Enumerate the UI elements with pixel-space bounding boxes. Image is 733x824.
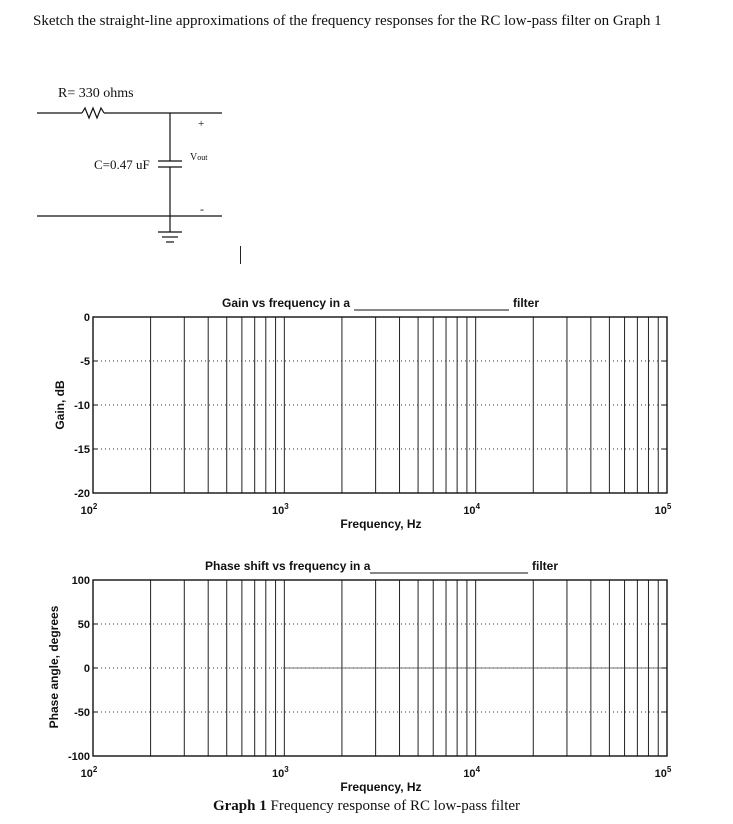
gain-plot-frame	[93, 317, 667, 493]
phase-chart-title-prefix: Phase shift vs frequency in a	[205, 559, 371, 573]
gain-ytick-label: -20	[74, 488, 90, 500]
resistor-label: R= 330 ohms	[58, 86, 134, 101]
gain-xtick-base: 10	[654, 505, 667, 517]
phase-xtick-label	[272, 765, 289, 780]
vout-plus: +	[198, 118, 205, 130]
phase-xtick-exp: 5	[666, 765, 672, 774]
capacitor-label: C=0.47 uF	[94, 157, 150, 172]
phase-xtick-exp: 4	[475, 765, 481, 774]
phase-xtick-exp: 3	[284, 765, 289, 774]
phase-chart-xlabel: Frequency, Hz	[340, 780, 422, 794]
phase-xtick-base: 10	[80, 768, 93, 780]
phase-xtick-label	[463, 765, 480, 780]
gain-xtick-base: 10	[463, 505, 476, 517]
gain-xtick-base: 10	[271, 505, 285, 517]
phase-chart-ylabel: Phase angle, degrees	[47, 605, 61, 729]
caption-text: Frequency response of RC low-pass filter	[266, 798, 521, 814]
phase-ytick-label: 100	[71, 575, 90, 587]
phase-chart	[47, 559, 672, 794]
phase-xtick-label	[81, 765, 98, 780]
phase-chart-title-suffix: filter	[532, 559, 559, 573]
gain-ytick-label: -15	[74, 444, 90, 456]
gain-xtick-exp: 2	[92, 502, 98, 511]
vout-label: Vout	[190, 152, 208, 163]
gain-ytick-label: 0	[83, 312, 90, 324]
phase-xtick-base: 10	[654, 768, 667, 780]
gain-chart-title-suffix: filter	[513, 296, 540, 310]
phase-ytick-label: -50	[74, 707, 90, 719]
gain-ytick-label: -10	[74, 400, 90, 412]
gain-chart-xlabel: Frequency, Hz	[340, 517, 422, 531]
instruction-text: Sketch the straight-line approximations of the frequency responses for the RC low-pass filter on Graph 1	[33, 13, 662, 29]
gain-xtick-label	[81, 502, 98, 517]
gain-xtick-exp: 3	[284, 502, 289, 511]
phase-xtick-base: 10	[463, 768, 476, 780]
phase-ytick-label: 0	[83, 663, 90, 675]
gain-xtick-base: 10	[80, 505, 93, 517]
gain-xtick-label	[272, 502, 289, 517]
phase-xtick-base: 10	[271, 768, 285, 780]
caption-bold: Graph 1	[212, 798, 267, 814]
graph-caption	[0, 798, 733, 815]
phase-xtick-label	[655, 765, 672, 780]
gain-xtick-exp: 4	[475, 502, 481, 511]
gain-chart-ylabel: Gain, dB	[53, 380, 67, 430]
gain-xtick-label	[463, 502, 480, 517]
gain-chart	[53, 296, 672, 531]
gain-xtick-exp: 5	[666, 502, 672, 511]
gain-xtick-label	[655, 502, 672, 517]
gain-ytick-label: -5	[80, 356, 90, 368]
phase-ytick-label: -100	[67, 751, 90, 763]
phase-xtick-exp: 2	[92, 765, 98, 774]
vout-minus: -	[200, 202, 204, 216]
gain-chart-title-prefix: Gain vs frequency in a	[222, 296, 351, 310]
phase-ytick-label: 50	[77, 619, 90, 631]
